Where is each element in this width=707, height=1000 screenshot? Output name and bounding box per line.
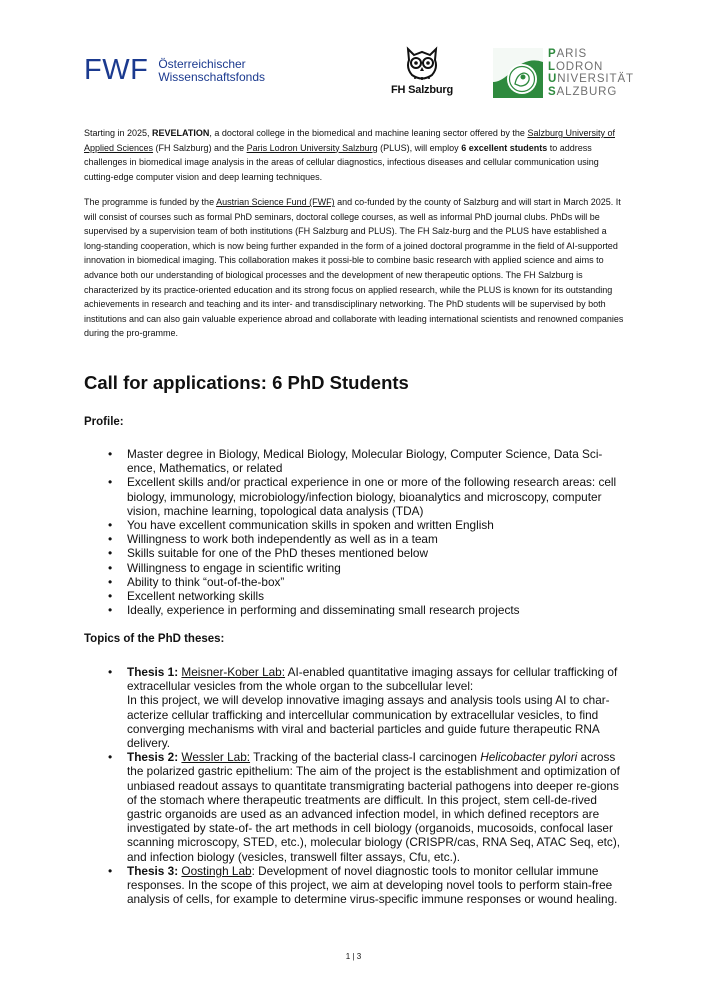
thesis-item-3: • Thesis 3: Oostingh Lab: Development of novel diagnostic tools to monitor cellular immune responses. In the scope of this project, we aim at developing novel tools to perform stain-free analysis of cells, for example to determine virus-specific immune responses or wound healing. (127, 864, 627, 907)
intro-paragraph-1: Starting in 2025, REVELATION, a doctoral college in the biomedical and machine leaning sector offered by the Salzburg University of Applied Sciences (FH Salzburg) and the Paris Lodron University Salzburg (PLUS), will employ 6 excellent students to address challenges in biomedical image analysis in the areas of cellular diagnostics, infectious diseases and cellular communication using cutting-edge computer vision and deep learning techniques. (84, 128, 615, 182)
profile-list (127, 447, 627, 617)
plus-seal-icon (493, 48, 543, 98)
list-item: • Excellent networking skills (127, 589, 627, 603)
intro-paragraph-2: The programme is funded by the Austrian Science Fund (FWF) and co-funded by the county of Salzburg and will start in March 2025. It will consist of courses such as formal PhD seminars, doctoral college courses, as well as informal PhD journal clubs. PhDs will be supervised by a supervision team of both institutions (FH Salzburg and PLUS). The FH Salz-burg and the PLUS have established a long-standing cooperation, which is now being further expanded in the form of a joined doctoral programme in the field of AI-supported innovation in biomedical imaging. This collaboration makes it possi-ble to combine basic research with applied science and aims to advance both our understanding of biological processes and the development of new therapeutic options. The FH Salzburg is characterized by its practice-oriented education and its strong focus on applied research, while the PLUS is known for its outstanding achievements in research and teaching and its inter- and transdisciplinary networking. The PhD students will be supervised by both institutions and can also gain valuable experience abroad and collaborate with leading international scientists and renowned companies during the pro-gramme. (84, 197, 624, 339)
oostingh-lab-link[interactable]: Oostingh Lab (181, 863, 252, 878)
fwf-link[interactable]: Austrian Science Fund (FWF) (216, 197, 335, 207)
fwf-mark: FWF (84, 54, 149, 86)
plus-line: LODRON (548, 60, 604, 73)
page-number: 1 | 3 (345, 952, 362, 961)
fwf-wordmark (158, 58, 265, 84)
fh-salzburg-link[interactable]: Salzburg University of Applied Sciences (84, 128, 615, 153)
list-item: • Excellent skills and/or practical experience in one or more of the following research areas: cell biology, immunology, microbiology/infection biology, bioanalytics and microscopy, computer vision, machine learning, topological data analysis (TDA) (127, 475, 627, 518)
fh-salzburg-label: FH Salzburg (391, 84, 453, 96)
list-item: • Willingness to engage in scientific writing (127, 561, 627, 575)
fwf-logo (84, 56, 265, 85)
plus-wordmark (548, 48, 634, 98)
plus-line: UNIVERSITÄT (548, 73, 634, 85)
thesis-1-description: In this project, we will develop innovative imaging assays and analysis tools using AI to char-acterize cellular trafficking and intercellular communication by extracellular vesicles, to find converging mechanisms with viral and bacterial particles and guide future therapeutic RNA delivery. (127, 693, 610, 751)
topics-heading: Topics of the PhD theses: (84, 633, 225, 645)
call-title: Call for applications: 6 PhD Students (84, 372, 409, 393)
list-item: • You have excellent communication skills in spoken and written English (127, 518, 627, 532)
fwf-line-2: Wissenschaftsfonds (158, 69, 266, 84)
list-item: • Ability to think “out-of-the-box” (127, 575, 627, 589)
plus-line: SALZBURG (548, 85, 618, 98)
fh-salzburg-logo (386, 46, 458, 96)
list-item: • Ideally, experience in performing and disseminating small research projects (127, 603, 627, 617)
wessler-lab-link[interactable]: Wessler Lab: (181, 750, 251, 765)
plus-link[interactable]: Paris Lodron University Salzburg (246, 142, 378, 153)
profile-heading: Profile: (84, 416, 124, 428)
revelation-name: REVELATION (152, 128, 210, 138)
topics-list (127, 665, 627, 906)
plus-line: PARIS (548, 48, 588, 60)
fwf-line-1: Österreichischer (158, 56, 246, 71)
thesis-item-1: • Thesis 1: Meisner-Kober Lab: AI-enabled quantitative imaging assays for cellular trafficking of extracellular vesicles from the whole organ to the subcellular level: In this project, we will develop innovative imaging assays and analysis tools using AI to char-acterize cellular trafficking and intercellular communication by extracellular vesicles, to find converging mechanisms with viral and bacterial particles and guide future therapeutic RNA delivery. (127, 665, 627, 750)
owl-icon (402, 46, 442, 82)
list-item: • Skills suitable for one of the PhD theses mentioned below (127, 546, 627, 560)
meisner-kober-lab-link[interactable]: Meisner-Kober Lab: (181, 665, 286, 679)
thesis-item-2: • Thesis 2: Wessler Lab: Tracking of the bacterial class-I carcinogen Helicobacter pylori across the polarized gastric epithelium: The aim of the project is the establishment and optimization of unbiased readout assays to quantitate transmigrating bacterial pathogens into deeper re-gions of the stomach where therapeutic treatments are difficult. In this project, stem cell-de-rived gastric organoids are used as an advanced infection model, in which defined receptors are investigated by state-of- the art methods in cell biology (organoids, mucosoids, confocal laser scanning microscopy, STED, etc.), molecular biology (CRISPR/cas, RNA Seq, ATAC Seq, etc), and infection biology (vesicles, transwell filter assays, Cfu, etc.). (127, 750, 627, 864)
plus-logo (493, 48, 634, 98)
list-item: • Master degree in Biology, Medical Biology, Molecular Biology, Computer Science, Data Sci-ence, Mathematics, or related (127, 447, 627, 475)
list-item: • Willingness to work both independently as well as in a team (127, 532, 627, 546)
